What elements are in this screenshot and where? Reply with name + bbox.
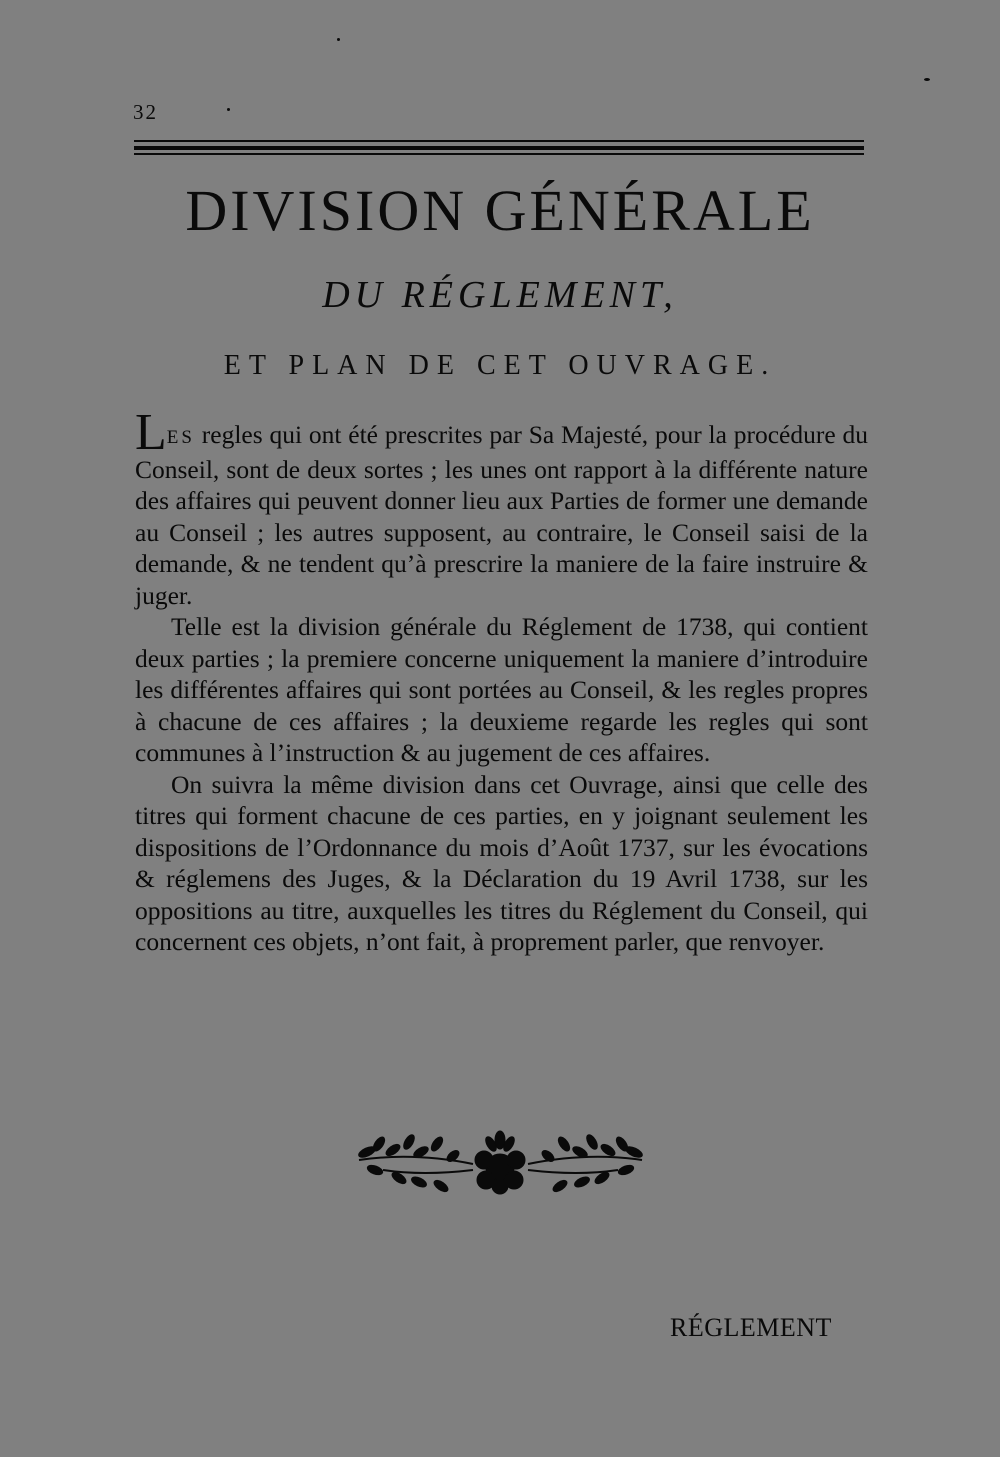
page-number: 32 xyxy=(133,100,158,124)
drop-initial-rest: ES xyxy=(166,427,195,448)
plan-title: ET PLAN DE CET OUVRAGE. xyxy=(223,350,777,381)
paragraph-1 xyxy=(135,404,868,611)
floral-vignette-icon xyxy=(353,1130,648,1202)
catchword: RÉGLEMENT xyxy=(670,1313,832,1342)
paragraph-3: On suivra la même division dans cet Ouvrage, ainsi que celle des titres qui forment chacune de ces parties, en y joignant seulement les dispositions de l’Ordonnance du mois d’Août 1737, sur les évocations & réglemens des Juges, & la Déclaration du 19 Avril 1738, sur les oppositions au titre, auxquelles les titres du Réglement du Conseil, qui concernent ces objets, n’ont fait, à proprement parler, que renvoyer. xyxy=(135,769,868,956)
ink-speck xyxy=(227,108,230,111)
ink-speck xyxy=(924,78,930,81)
sub-title: DU RÉGLEMENT, xyxy=(322,274,678,316)
top-double-rule xyxy=(134,140,864,156)
paragraph-2: Telle est la division générale du Réglement de 1738, qui contient deux parties ; la premiere concerne uniquement la maniere d’introduire les différentes affaires qui sont portées au Conseil, & les regles propres à chacune de ces affaires ; la deuxieme regarde les regles qui sont communes à l’instruction & au jugement de ces affaires. xyxy=(135,612,868,767)
paragraph-1-text: regles qui ont été prescrites par Sa Majesté, pour la procédure du Conseil, sont de deux sortes ; les unes ont rapport à la différente nature des affaires qui peuvent donner lieu aux Parties de former une demande au Conseil ; les autres supposent, au contraire, le Conseil saisi de la demande, & ne tendent qu’à prescrire la maniere de la faire instruire & juger. xyxy=(135,420,868,610)
body-text xyxy=(135,404,868,958)
main-title: DIVISION GÉNÉRALE xyxy=(185,178,815,243)
ink-speck xyxy=(337,38,340,41)
drop-initial: L xyxy=(135,404,167,461)
